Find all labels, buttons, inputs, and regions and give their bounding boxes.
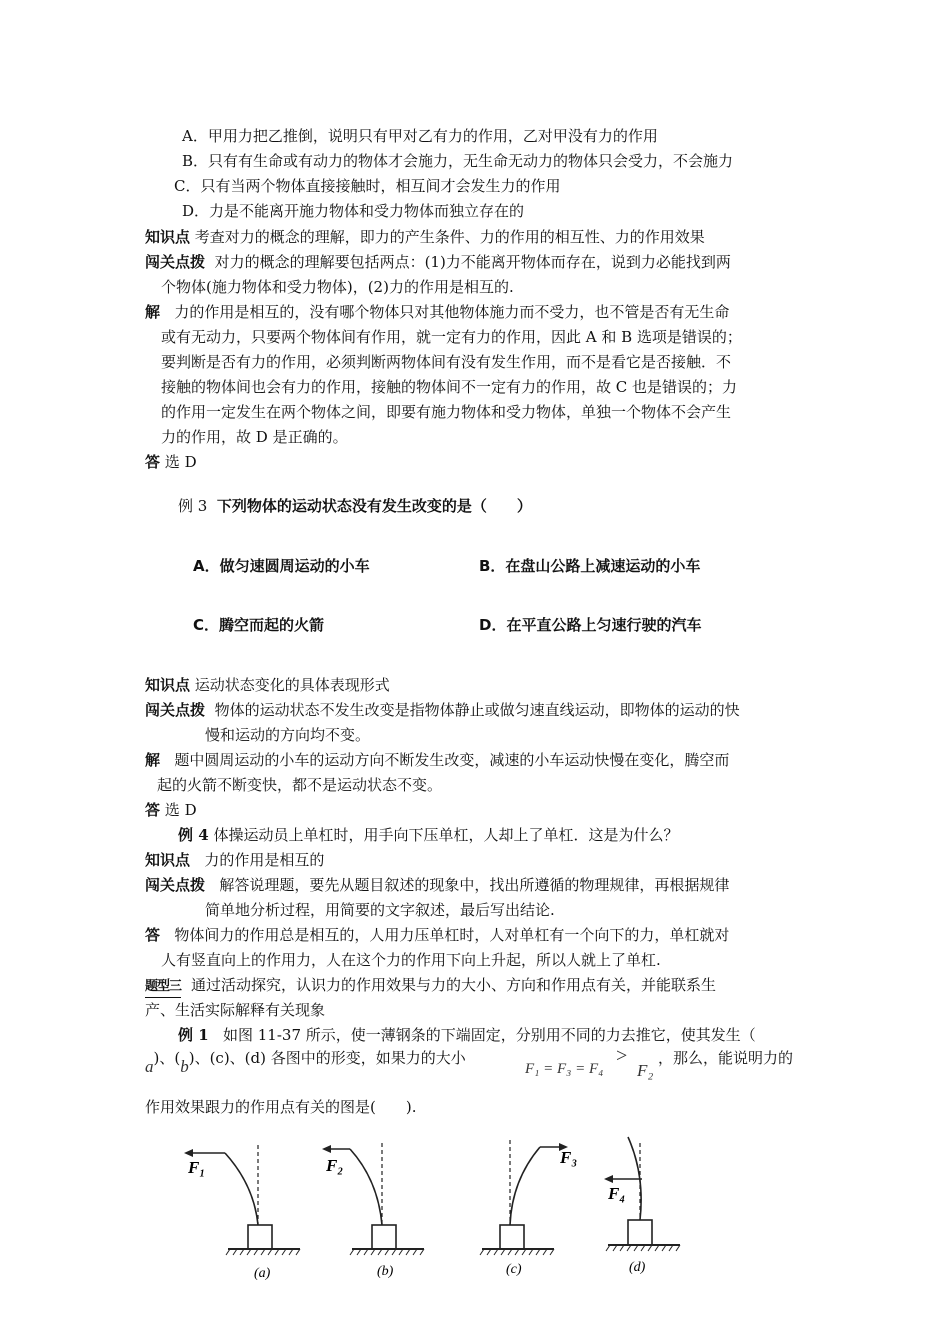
sep-1: )、( [153, 1049, 181, 1067]
segment-rest: )、(c)、(d) 各图中的形变，如果力的大小 [188, 1049, 466, 1067]
hint-text: 解答说理题，要先从题目叙述的现象中，找出所遵循的物理规律，再根据规律 [219, 876, 730, 894]
answer-label: 答 [145, 801, 161, 819]
knowledge-point [145, 227, 705, 247]
figure-c [480, 1140, 568, 1255]
hint-text: 物体的运动状态不发生改变是指物体静止或做匀速直线运动，即物体的运动的快 [214, 701, 740, 719]
example-1-line-3: 作用效果跟力的作用点有关的图是( ). [145, 1098, 417, 1116]
caption-c: (c) [506, 1262, 522, 1277]
caption-d: (d) [629, 1260, 646, 1275]
example-3-option-b: B．在盘山公路上减速运动的小车 [479, 557, 701, 575]
example-4-hint-line-2: 简单地分析过程，用简要的文字叙述，最后写出结论. [205, 901, 555, 919]
example-1-line-1 [178, 1025, 756, 1045]
option-a: A．甲用力把乙推倒，说明只有甲对乙有力的作用，乙对甲没有力的作用 [182, 127, 658, 145]
knowledge-point-label: 知识点 [145, 228, 191, 246]
type-3-line-2: 产、生活实际解释有关现象 [145, 1001, 326, 1019]
example-4-text: 体操运动员上单杠时，用手向下压单杠，人却上了单杠．这是为什么？ [213, 826, 679, 844]
solution-line-1 [145, 302, 729, 322]
segment-tail: ，那么，能说明力的 [658, 1049, 794, 1067]
example-3-hint-line-2: 慢和运动的方向均不变。 [205, 726, 371, 744]
hint-line-2: 个物体(施力物体和受力物体)，(2)力的作用是相互的. [161, 278, 514, 296]
force-label-f1: F₁ [188, 1158, 206, 1177]
example-3-option-c: C．腾空而起的火箭 [193, 616, 325, 634]
solution-line-6: 力的作用，故 D 是正确的。 [161, 428, 348, 446]
example-4-hint-line-1 [145, 875, 729, 895]
example-3-question [178, 496, 532, 516]
caption-a: (a) [254, 1266, 271, 1281]
example-3-text: 下列物体的运动状态没有发生改变的是（ ） [216, 497, 532, 515]
label-b: b [180, 1057, 189, 1076]
solution-text: 题中圆周运动的小车的运动方向不断发生改变，减速的小车运动快慢在变化，腾空而 [174, 751, 730, 769]
solution-text: 力的作用是相互的，没有哪个物体只对其他物体施力而不受力，也不管是否有无生命 [174, 303, 730, 321]
example-4-answer-line-1 [145, 925, 729, 945]
force-label-f3: F₃ [560, 1148, 578, 1167]
caption-b: (b) [377, 1264, 394, 1279]
example-4-question [178, 825, 678, 845]
solution-line-2: 或有无动力，只要两个物体间有作用，就一定有力的作用，因此 A 和 B 选项是错误的； [161, 328, 742, 346]
knowledge-point-text: 考查对力的概念的理解，即力的产生条件、力的作用的相互性、力的作用效果 [194, 228, 705, 246]
hint-line-1 [145, 252, 731, 272]
solution-line-4: 接触的物体间也会有力的作用，接触的物体间不一定有力的作用，故 C 也是错误的；力 [161, 378, 738, 396]
example-3-answer [145, 800, 197, 820]
option-c: C．只有当两个物体直接接触时，相互间才会发生力的作用 [174, 177, 561, 195]
type-3-tag: 题型三 [145, 977, 181, 998]
formula-lhs: F₁ = F₃ = F₄ [525, 1061, 604, 1077]
example-3-knowledge-point [145, 675, 390, 695]
solution-line-3: 要判断是否有力的作用，必须判断两物体间有没有发生作用，而不是看它是否接触．不 [161, 353, 732, 371]
formula-rhs: F₂ [637, 1061, 654, 1080]
solution-label: 解 [145, 303, 161, 321]
example-3-solution-line-2: 起的火箭不断变快，都不是运动状态不变。 [157, 776, 443, 794]
answer-label: 答 [145, 453, 161, 471]
figure-11-37 [170, 1125, 690, 1290]
formula-gt: > [616, 1045, 628, 1067]
hint-label: 闯关点拨 [145, 876, 206, 894]
hint-label: 闯关点拨 [145, 253, 206, 271]
label-a: a [145, 1057, 154, 1076]
answer-text: 物体间力的作用总是相互的，人用力压单杠时，人对单杠有一个向下的力，单杠就对 [174, 926, 730, 944]
example-1-number: 例 1 [178, 1026, 209, 1044]
example-3-hint-line-1 [145, 700, 740, 720]
example-1-text: 如图 11-37 所示，使一薄钢条的下端固定，分别用不同的力去推它，使其发生（ [222, 1026, 756, 1044]
example-3-option-d: D．在平直公路上匀速行驶的汽车 [479, 616, 702, 634]
example-4-number: 例 4 [178, 826, 209, 844]
answer-label: 答 [145, 926, 161, 944]
example-4-answer-line-2: 人有竖直向上的作用力，人在这个力的作用下向上升起，所以人就上了单杠. [161, 951, 661, 969]
example-3-option-a: A．做匀速圆周运动的小车 [193, 557, 370, 575]
option-b: B．只有有生命或有动力的物体才会施力，无生命无动力的物体只会受力，不会施力 [182, 152, 734, 170]
knowledge-point-text: 力的作用是相互的 [204, 851, 325, 869]
knowledge-point-label: 知识点 [145, 851, 191, 869]
hint-text: 对力的概念的理解要包括两点：(1)力不能离开物体而存在，说到力必能找到两 [214, 253, 731, 271]
option-d: D．力是不能离开施力物体和受力物体而独立存在的 [182, 202, 525, 220]
example-3-number: 例 3 [178, 497, 208, 515]
force-label-f4: F₄ [608, 1184, 626, 1203]
hint-label: 闯关点拨 [145, 701, 206, 719]
example-3-solution-line-1 [145, 750, 729, 770]
solution-label: 解 [145, 751, 161, 769]
example-4-knowledge-point [145, 850, 324, 870]
type-3-line-1 [145, 975, 716, 998]
solution-line-5: 的作用一定发生在两个物体之间，即要有施力物体和受力物体，单独一个物体不会产生 [161, 403, 732, 421]
knowledge-point-label: 知识点 [145, 676, 191, 694]
knowledge-point-text: 运动状态变化的具体表现形式 [194, 676, 390, 694]
answer [145, 452, 197, 472]
answer-text: 选 D [164, 453, 197, 471]
answer-text: 选 D [164, 801, 197, 819]
force-label-f2: F₂ [326, 1156, 344, 1175]
type-3-text: 通过活动探究，认识力的作用效果与力的大小、方向和作用点有关，并能联系生 [191, 976, 717, 994]
example-1-line-2 [145, 1048, 466, 1076]
